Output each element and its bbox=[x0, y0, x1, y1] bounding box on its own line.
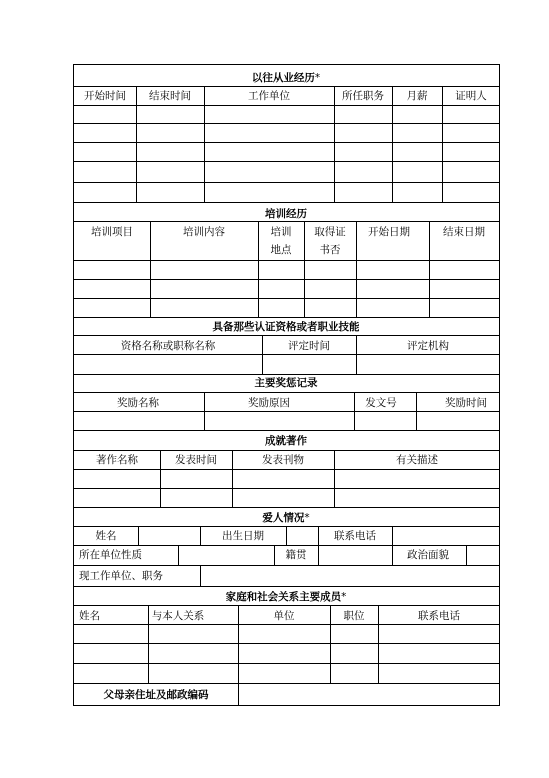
spouse-birth-label: 出生日期 bbox=[222, 530, 264, 542]
col-line bbox=[356, 221, 357, 317]
col-line bbox=[466, 545, 467, 565]
header-cell: 著作名称 bbox=[96, 454, 138, 466]
header-cell: 培训项目 bbox=[91, 226, 133, 238]
row-line bbox=[73, 683, 500, 684]
row-line bbox=[73, 643, 500, 644]
header-cell: 证明人 bbox=[455, 90, 487, 102]
header-cell: 发表刊物 bbox=[262, 454, 304, 466]
row-line bbox=[73, 86, 500, 87]
row-line bbox=[73, 430, 500, 431]
header-cell: 发文号 bbox=[365, 397, 397, 409]
header-cell: 联系电话 bbox=[418, 610, 460, 622]
parents-address-label: 父母亲住址及邮政编码 bbox=[103, 689, 209, 701]
header-cell: 工作单位 bbox=[248, 90, 290, 102]
col-line bbox=[392, 86, 393, 202]
header-cell: 书否 bbox=[319, 244, 341, 256]
col-line bbox=[378, 605, 379, 683]
row-line bbox=[73, 317, 500, 318]
spouse-title: 爱人情况* bbox=[262, 512, 310, 524]
row-line bbox=[73, 488, 500, 489]
row-line bbox=[73, 565, 500, 566]
header-cell: 与本人关系 bbox=[151, 610, 205, 622]
header-cell: 培训内容 bbox=[183, 226, 225, 238]
col-line bbox=[392, 545, 393, 565]
header-cell: 发表时间 bbox=[175, 454, 217, 466]
row-line bbox=[73, 105, 500, 106]
col-line bbox=[232, 450, 233, 507]
row-line bbox=[73, 545, 500, 546]
header-cell: 结束日期 bbox=[443, 226, 485, 238]
header-cell: 资格名称或职称名称 bbox=[120, 340, 216, 352]
row-line bbox=[73, 123, 500, 124]
row-line bbox=[73, 354, 500, 355]
awards-title: 主要奖惩记录 bbox=[254, 377, 318, 389]
col-line bbox=[354, 392, 355, 430]
header-cell: 奖励名称 bbox=[117, 397, 159, 409]
header-cell: 姓名 bbox=[79, 610, 100, 622]
col-line bbox=[392, 526, 393, 545]
col-line bbox=[238, 605, 239, 706]
col-line bbox=[442, 86, 443, 202]
header-cell: 取得证 bbox=[314, 226, 346, 238]
row-line bbox=[73, 182, 500, 183]
header-cell: 结束时间 bbox=[149, 90, 191, 102]
col-line bbox=[138, 526, 139, 545]
col-line bbox=[200, 526, 201, 545]
header-cell: 培训 bbox=[270, 226, 292, 238]
header-cell: 评定时间 bbox=[288, 340, 330, 352]
header-cell: 奖励原因 bbox=[248, 397, 290, 409]
row-line bbox=[73, 450, 500, 451]
header-cell: 奖励时间 bbox=[445, 397, 487, 409]
header-cell: 评定机构 bbox=[407, 340, 449, 352]
col-line bbox=[160, 450, 161, 507]
col-line bbox=[178, 545, 179, 565]
row-line bbox=[73, 624, 500, 625]
col-line bbox=[204, 86, 205, 202]
row-line bbox=[73, 605, 500, 606]
header-cell: 有关描述 bbox=[396, 454, 438, 466]
row-line bbox=[73, 392, 500, 393]
col-line bbox=[274, 545, 275, 565]
spouse-employer-type-label: 所在单位性质 bbox=[79, 549, 142, 561]
col-line bbox=[334, 86, 335, 202]
row-line bbox=[73, 298, 500, 299]
col-line bbox=[286, 526, 287, 545]
certification-title: 具备那些认证资格或者职业技能 bbox=[212, 321, 360, 333]
row-line bbox=[73, 260, 500, 261]
row-line bbox=[73, 507, 500, 508]
col-line bbox=[148, 605, 149, 683]
spouse-phone-label: 联系电话 bbox=[334, 530, 376, 542]
publications-title: 成就著作 bbox=[265, 435, 307, 447]
col-line bbox=[204, 392, 205, 430]
header-cell: 开始时间 bbox=[84, 90, 126, 102]
spouse-current-job-label: 现工作单位、职务 bbox=[79, 570, 163, 582]
work-history-title: 以往从业经历* bbox=[251, 72, 321, 84]
family-title: 家庭和社会关系主要成员* bbox=[225, 591, 347, 603]
border-top bbox=[73, 64, 500, 65]
row-line bbox=[73, 469, 500, 470]
row-line bbox=[73, 663, 500, 664]
row-line bbox=[73, 335, 500, 336]
col-line bbox=[262, 335, 263, 374]
spouse-name-label: 姓名 bbox=[95, 530, 117, 542]
header-cell: 所任职务 bbox=[342, 90, 384, 102]
col-line bbox=[258, 221, 259, 317]
row-line bbox=[73, 161, 500, 162]
row-line bbox=[73, 221, 500, 222]
header-cell: 开始日期 bbox=[368, 226, 410, 238]
header-cell: 职位 bbox=[343, 610, 365, 622]
spouse-native-label: 籍贯 bbox=[285, 549, 307, 561]
col-line bbox=[416, 392, 417, 430]
header-cell: 单位 bbox=[273, 610, 295, 622]
training-title: 培训经历 bbox=[265, 208, 307, 220]
header-cell: 月薪 bbox=[406, 90, 428, 102]
header-cell: 地点 bbox=[270, 244, 292, 256]
col-line bbox=[356, 335, 357, 374]
row-line bbox=[73, 202, 500, 203]
col-line bbox=[136, 86, 137, 202]
col-line bbox=[150, 221, 151, 317]
row-line bbox=[73, 411, 500, 412]
col-line bbox=[429, 221, 430, 317]
row-line bbox=[73, 374, 500, 375]
application-form bbox=[73, 64, 500, 706]
col-line bbox=[334, 450, 335, 507]
col-line bbox=[200, 565, 201, 586]
row-line bbox=[73, 142, 500, 143]
row-line bbox=[73, 586, 500, 587]
col-line bbox=[318, 526, 319, 545]
row-line bbox=[73, 279, 500, 280]
col-line bbox=[330, 605, 331, 683]
col-line bbox=[304, 221, 305, 317]
col-line bbox=[318, 545, 319, 565]
spouse-political-label: 政治面貌 bbox=[407, 549, 449, 561]
border-bottom bbox=[73, 705, 500, 706]
